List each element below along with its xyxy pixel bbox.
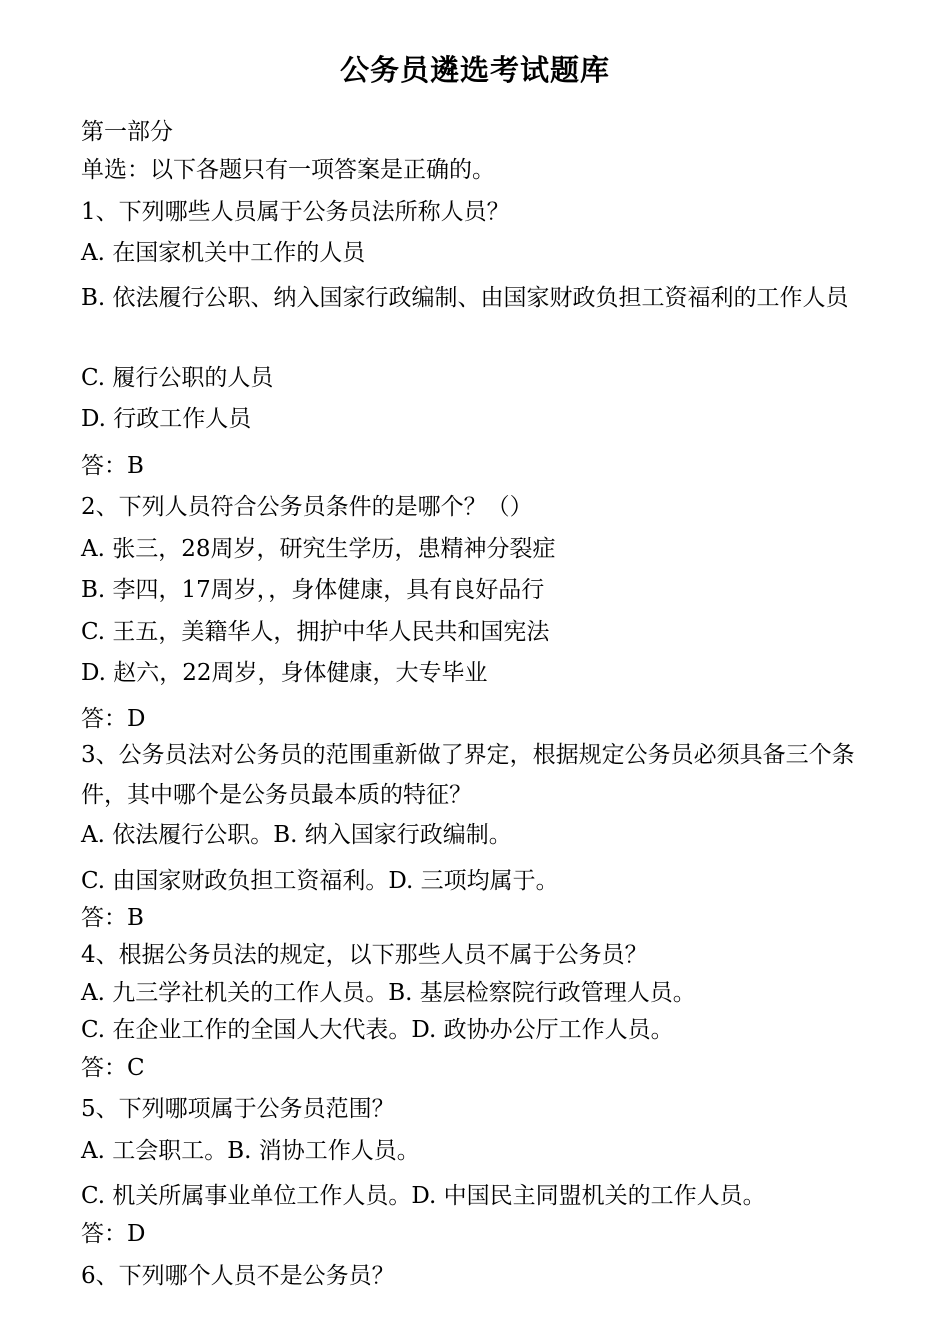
question-4-answer: 答：C	[81, 1055, 145, 1081]
question-1-option-c: C. 履行公职的人员	[81, 365, 274, 391]
question-4: 4、根据公务员法的规定，以下那些人员不属于公务员？	[81, 942, 648, 968]
question-5-option-cd: C. 机关所属事业单位工作人员。D. 中国民主同盟机关的工作人员。	[81, 1183, 766, 1209]
question-2: 2、下列人员符合公务员条件的是哪个？（）	[81, 494, 533, 520]
question-3: 3、公务员法对公务员的范围重新做了界定，根据规定公务员必须具备三个条件，其中哪个是公务员最本质的特征？	[81, 742, 855, 808]
question-2-answer: 答：D	[81, 706, 146, 732]
page-title: 公务员遴选考试题库	[339, 53, 610, 87]
question-3-option-cd: C. 由国家财政负担工资福利。D. 三项均属于。	[81, 868, 559, 894]
question-4-option-ab: A. 九三学社机关的工作人员。B. 基层检察院行政管理人员。	[81, 980, 696, 1006]
question-1-option-d: D. 行政工作人员	[81, 406, 252, 432]
question-3-answer: 答：B	[81, 905, 144, 931]
part-heading: 第一部分	[81, 119, 173, 145]
question-5-option-ab: A. 工会职工。B. 消协工作人员。	[81, 1138, 420, 1164]
question-4-option-cd: C. 在企业工作的全国人大代表。D. 政协办公厅工作人员。	[81, 1017, 674, 1043]
question-2-option-b: B. 李四，17周岁，，身体健康，具有良好品行	[81, 577, 545, 603]
question-5-answer: 答：D	[81, 1221, 146, 1247]
question-6: 6、下列哪个人员不是公务员？	[81, 1263, 395, 1289]
question-2-option-d: D. 赵六，22周岁，身体健康，大专毕业	[81, 660, 488, 686]
question-1-option-b: B. 依法履行公职、纳入国家行政编制、由国家财政负担工资福利的工作人员	[81, 285, 849, 311]
question-1: 1、下列哪些人员属于公务员法所称人员？	[81, 199, 510, 225]
instruction-text: 单选：以下各题只有一项答案是正确的。	[81, 157, 495, 183]
question-3-option-ab: A. 依法履行公职。B. 纳入国家行政编制。	[81, 822, 512, 848]
question-2-option-c: C. 王五，美籍华人，拥护中华人民共和国宪法	[81, 619, 550, 645]
question-1-option-a: A. 在国家机关中工作的人员	[81, 240, 366, 266]
question-5: 5、下列哪项属于公务员范围？	[81, 1096, 395, 1122]
question-2-option-a: A. 张三，28周岁，研究生学历，患精神分裂症	[81, 536, 556, 562]
question-1-answer: 答：B	[81, 453, 144, 479]
